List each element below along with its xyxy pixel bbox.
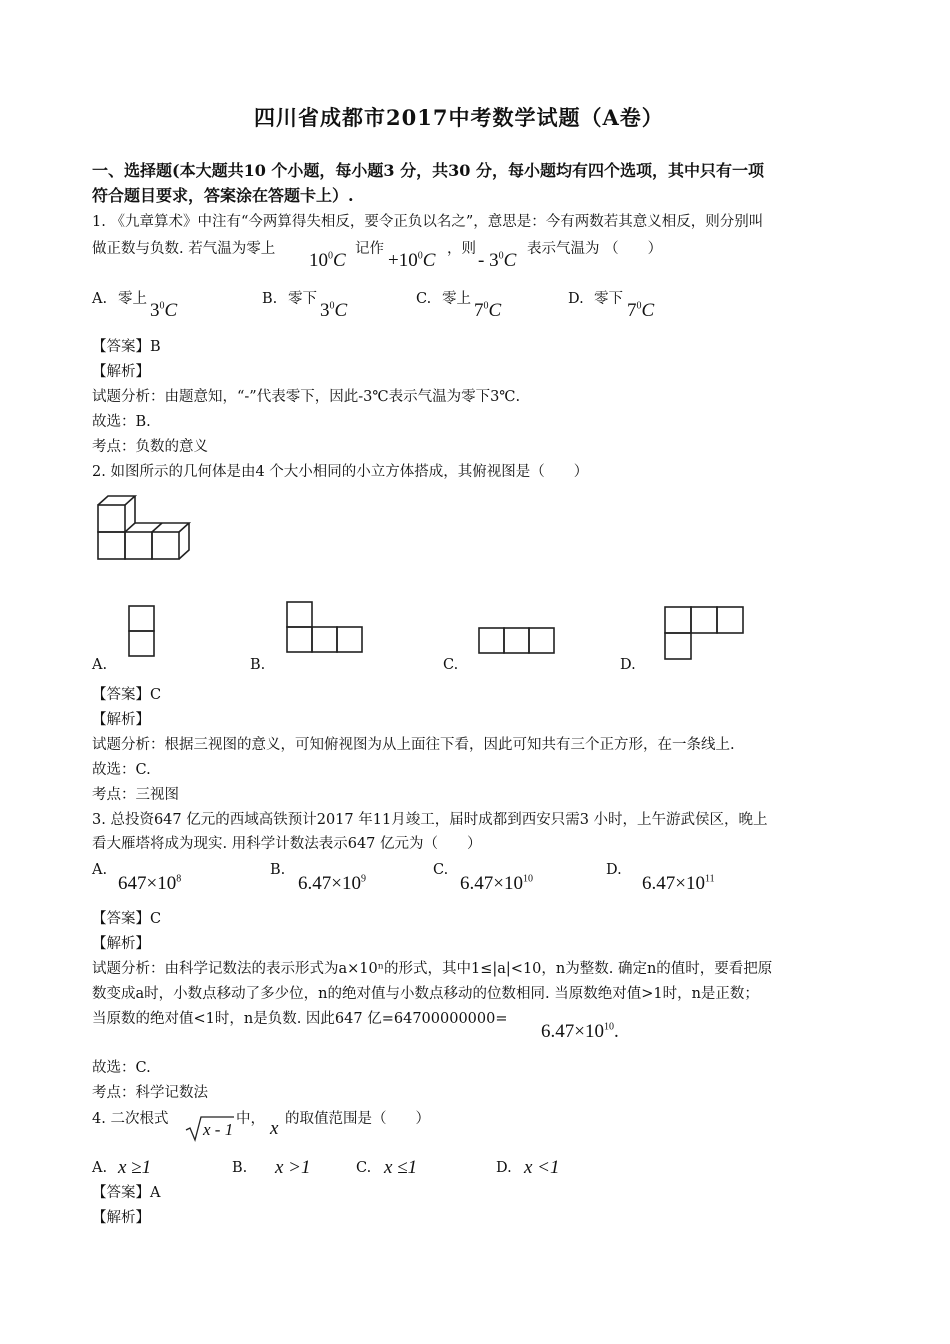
q2-option-c-label: C. bbox=[443, 657, 459, 673]
q1-text-p4: 表示气温为 （ ） bbox=[527, 241, 663, 257]
q3-option-c-label: C. bbox=[433, 862, 449, 878]
q1-option-b-label: B. bbox=[262, 291, 278, 307]
q1-point: 考点：负数的意义 bbox=[92, 439, 208, 455]
q3-point: 考点：科学记数法 bbox=[92, 1085, 208, 1101]
q2-option-b-label: B. bbox=[250, 657, 266, 673]
q1-option-d-text: 零下 bbox=[594, 291, 623, 307]
q2-option-a-label: A. bbox=[92, 657, 108, 673]
q4-option-a-label: A. bbox=[92, 1160, 108, 1176]
q1-text-p3: ，则 bbox=[447, 241, 476, 257]
q1-option-a-value: $3^0C$ bbox=[150, 300, 178, 321]
q1-choose: 故选：B. bbox=[92, 414, 151, 430]
q2-analysis-label: 【解析】 bbox=[92, 712, 150, 728]
q1-option-c-label: C. bbox=[416, 291, 432, 307]
q4-option-d-value: x <1 bbox=[524, 1157, 560, 1178]
q1-option-a-label: A. bbox=[92, 291, 108, 307]
q1-answer: 【答案】B bbox=[92, 339, 161, 355]
q2-option-d-figure bbox=[664, 606, 746, 662]
q3-analysis-line2: 数变成a时，小数点移动了多少位，n的绝对值与小数点移动的位数相同. 当原数绝对值>1时，n是正数； bbox=[92, 986, 759, 1002]
q4-radical-content: x - 1 bbox=[203, 1120, 234, 1139]
q4-text-p1: 4. 二次根式 bbox=[92, 1111, 169, 1127]
q4-answer: 【答案】A bbox=[92, 1185, 161, 1201]
q2-analysis-text: 试题分析：根据三视图的意义，可知俯视图为从上面往下看，因此可知共有三个正方形，在一条线上. bbox=[92, 737, 735, 753]
q4-text-p2: 中， bbox=[236, 1111, 265, 1127]
q4-option-b-label: B. bbox=[232, 1160, 248, 1176]
q1-analysis-label: 【解析】 bbox=[92, 364, 150, 380]
q3-text-line1: 3. 总投资647 亿元的西域高铁预计2017 年11月竣工，届时成都到西安只需3 小时，上午游武侯区，晚上 bbox=[92, 812, 768, 828]
q3-text-line2: 看大雁塔将成为现实. 用科学计数法表示647 亿元为（ ） bbox=[92, 836, 482, 852]
q1-option-c-value: $7^0C$ bbox=[474, 300, 502, 321]
q1-option-b-value: $3^0C$ bbox=[320, 300, 348, 321]
q4-option-c-label: C. bbox=[356, 1160, 372, 1176]
q1-text-line1: 1. 《九章算术》中注有“今两算得失相反，要令正负以名之”，意思是：今有两数若其意义相反，则分别叫 bbox=[92, 214, 764, 230]
q2-text-line1: 2. 如图所示的几何体是由4 个大小相同的小立方体搭成，其俯视图是（ ） bbox=[92, 464, 589, 480]
q4-option-c-value: x ≤1 bbox=[384, 1157, 418, 1178]
q2-option-b-figure bbox=[286, 601, 366, 655]
q1-text-p1: 做正数与负数. 若气温为零上 bbox=[92, 241, 276, 257]
q1-option-c-text: 零上 bbox=[442, 291, 471, 307]
q3-analysis-label: 【解析】 bbox=[92, 936, 150, 952]
q3-option-d-value: $6.47\times 10^{11}$ bbox=[642, 873, 715, 894]
q1-analysis-text: 试题分析：由题意知，“-”代表零下，因此-3℃表示气温为零下3℃. bbox=[92, 389, 521, 405]
q1-text-p2: 记作 bbox=[355, 241, 384, 257]
q1-option-d-label: D. bbox=[568, 291, 584, 307]
page-title: 四川省成都市2017中考数学试题（A卷） bbox=[254, 105, 664, 130]
q4-option-b-value: x >1 bbox=[275, 1157, 311, 1178]
section-heading-line2: 符合题目要求，答案涂在答题卡上）. bbox=[92, 186, 354, 205]
q2-cube-figure bbox=[96, 494, 196, 564]
q1-option-a-text: 零上 bbox=[118, 291, 147, 307]
q3-answer: 【答案】C bbox=[92, 911, 162, 927]
q1-math-minus3: - $3^0C$ bbox=[478, 250, 517, 271]
q1-math-plus10-signed: $+10^0C$ bbox=[388, 250, 436, 271]
q4-variable: x bbox=[270, 1118, 279, 1139]
q3-option-b-value: $6.47\times 10^9$ bbox=[298, 873, 366, 894]
q3-option-c-value: $6.47\times 10^{10}$ bbox=[460, 873, 533, 894]
q2-option-d-label: D. bbox=[620, 657, 636, 673]
q1-option-b-text: 零下 bbox=[288, 291, 317, 307]
q3-analysis-line1: 试题分析：由科学记数法的表示形式为a×10ⁿ的形式，其中1≤|a|<10，n为整数. 确定n的值时，要看把原 bbox=[92, 961, 773, 977]
q3-option-a-value: $647\times 10^8$ bbox=[118, 873, 182, 894]
q4-analysis-label: 【解析】 bbox=[92, 1210, 150, 1226]
q3-analysis-result: $6.47\times 10^{10}$. bbox=[541, 1021, 619, 1042]
q4-option-d-label: D. bbox=[496, 1160, 512, 1176]
q3-analysis-line3: 当原数的绝对值<1时，n是负数. 因此647 亿=64700000000= bbox=[92, 1011, 508, 1027]
q4-text-p3: 的取值范围是（ ） bbox=[285, 1111, 430, 1127]
q3-option-d-label: D. bbox=[606, 862, 622, 878]
q2-point: 考点：三视图 bbox=[92, 787, 179, 803]
q1-math-plus10: $10^0C$ bbox=[309, 250, 346, 271]
q1-option-d-value: $7^0C$ bbox=[627, 300, 655, 321]
q2-option-c-figure bbox=[478, 627, 558, 657]
q3-option-a-label: A. bbox=[92, 862, 108, 878]
q3-option-b-label: B. bbox=[270, 862, 286, 878]
q2-option-a-figure bbox=[128, 605, 156, 659]
q3-choose: 故选：C. bbox=[92, 1060, 151, 1076]
q2-answer: 【答案】C bbox=[92, 687, 162, 703]
q2-choose: 故选：C. bbox=[92, 762, 151, 778]
q4-option-a-value: x ≥1 bbox=[118, 1157, 152, 1178]
section-heading-line1: 一、选择题(本大题共10 个小题，每小题3 分，共30 分，每小题均有四个选项，其中只有一项 bbox=[92, 161, 764, 180]
